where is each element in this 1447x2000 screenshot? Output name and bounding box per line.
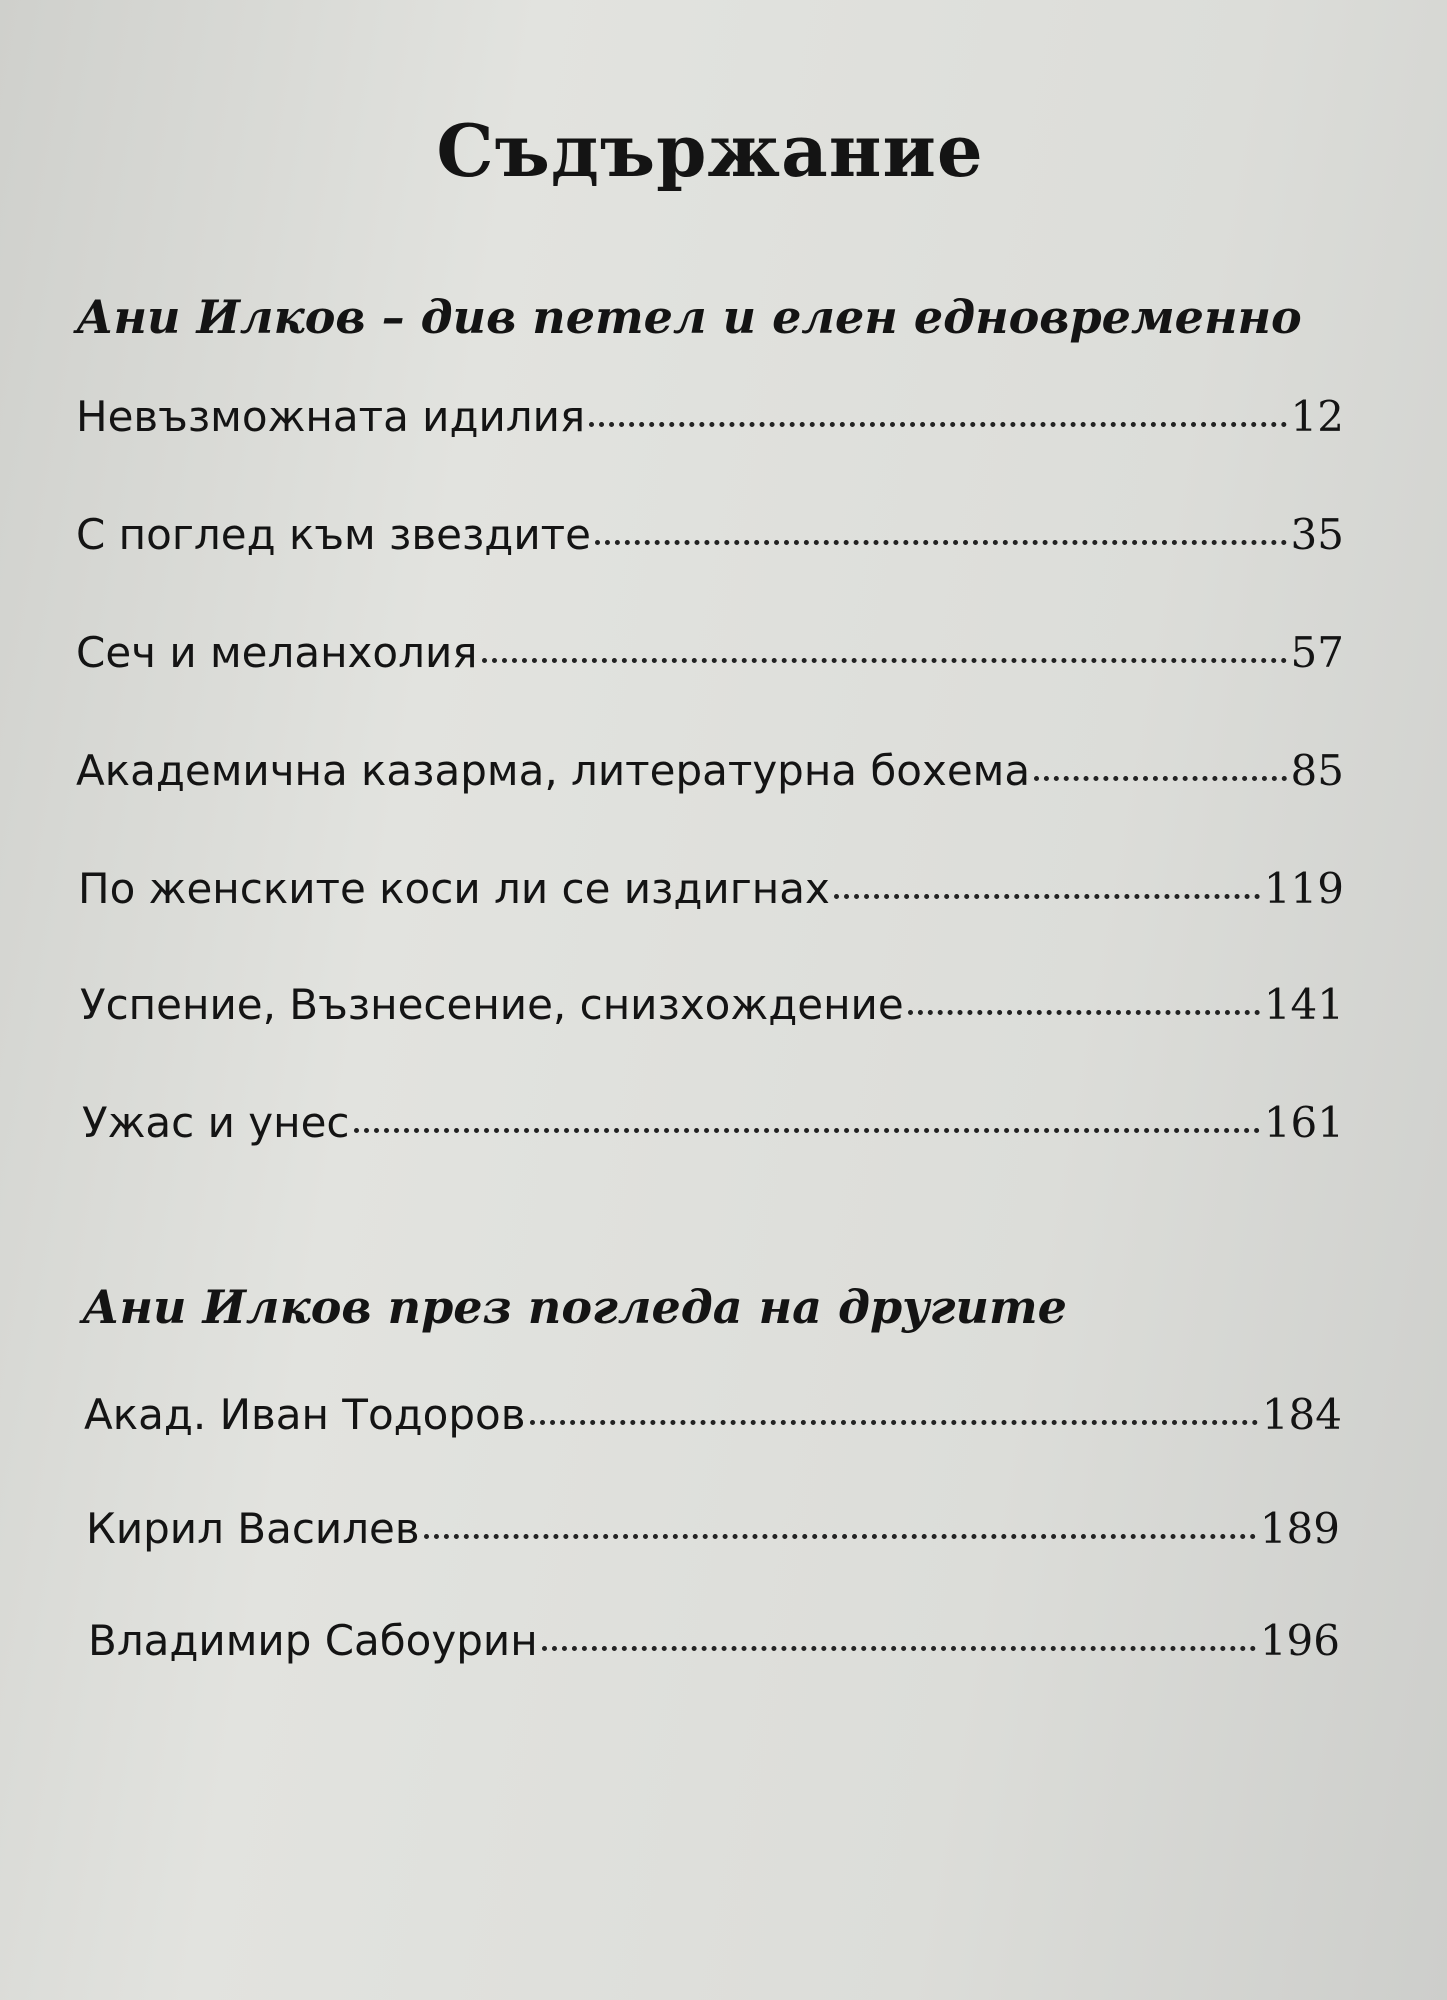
toc-entry-title: Ужас и унес <box>82 1098 350 1147</box>
toc-entry-title: Кирил Василев <box>86 1504 420 1553</box>
dot-leader <box>542 1646 1256 1651</box>
dot-leader <box>834 894 1260 899</box>
toc-entry-title: С поглед към звездите <box>76 510 591 559</box>
toc-entry <box>80 980 1344 1029</box>
section-heading: Ани Илков – див петел и елен едновременно <box>76 290 1302 344</box>
dot-leader <box>354 1128 1260 1133</box>
toc-entry <box>84 1390 1342 1439</box>
toc-entry-page: 189 <box>1259 1504 1340 1553</box>
toc-entry <box>76 392 1344 441</box>
toc-entry <box>82 1098 1344 1147</box>
page-title: Съдържание <box>436 108 984 193</box>
toc-entry <box>76 628 1344 677</box>
toc-entry-page: 141 <box>1263 980 1344 1029</box>
dot-leader <box>589 422 1286 427</box>
toc-entry <box>78 864 1344 913</box>
toc-entry-page: 85 <box>1290 746 1344 795</box>
toc-entry <box>86 1504 1340 1553</box>
toc-entry-title: Акад. Иван Тодоров <box>84 1390 526 1439</box>
toc-entry <box>88 1616 1340 1665</box>
dot-leader <box>595 540 1287 545</box>
toc-entry <box>76 510 1344 559</box>
toc-entry-title: Академична казарма, литературна бохема <box>76 746 1031 795</box>
dot-leader <box>908 1010 1260 1015</box>
toc-entry-page: 12 <box>1290 392 1344 441</box>
toc-entry-page: 184 <box>1261 1390 1342 1439</box>
dot-leader <box>1034 776 1286 781</box>
toc-entry-title: По женските коси ли се издигнах <box>78 864 830 913</box>
toc-entry-title: Успение, Възнесение, снизхождение <box>80 980 904 1029</box>
toc-entry-page: 119 <box>1263 864 1344 913</box>
toc-entry <box>76 746 1344 795</box>
toc-entry-page: 161 <box>1263 1098 1344 1147</box>
toc-entry-page: 196 <box>1259 1616 1340 1665</box>
dot-leader <box>424 1534 1256 1539</box>
dot-leader <box>482 658 1287 663</box>
toc-entry-page: 57 <box>1290 628 1344 677</box>
dot-leader <box>530 1420 1258 1425</box>
toc-entry-title: Владимир Сабоурин <box>88 1616 538 1665</box>
toc-entry-title: Сеч и меланхолия <box>76 628 478 677</box>
toc-entry-title: Невъзможната идилия <box>76 392 586 441</box>
toc-entry-page: 35 <box>1290 510 1344 559</box>
section-heading: Ани Илков през погледа на другите <box>82 1280 1067 1334</box>
